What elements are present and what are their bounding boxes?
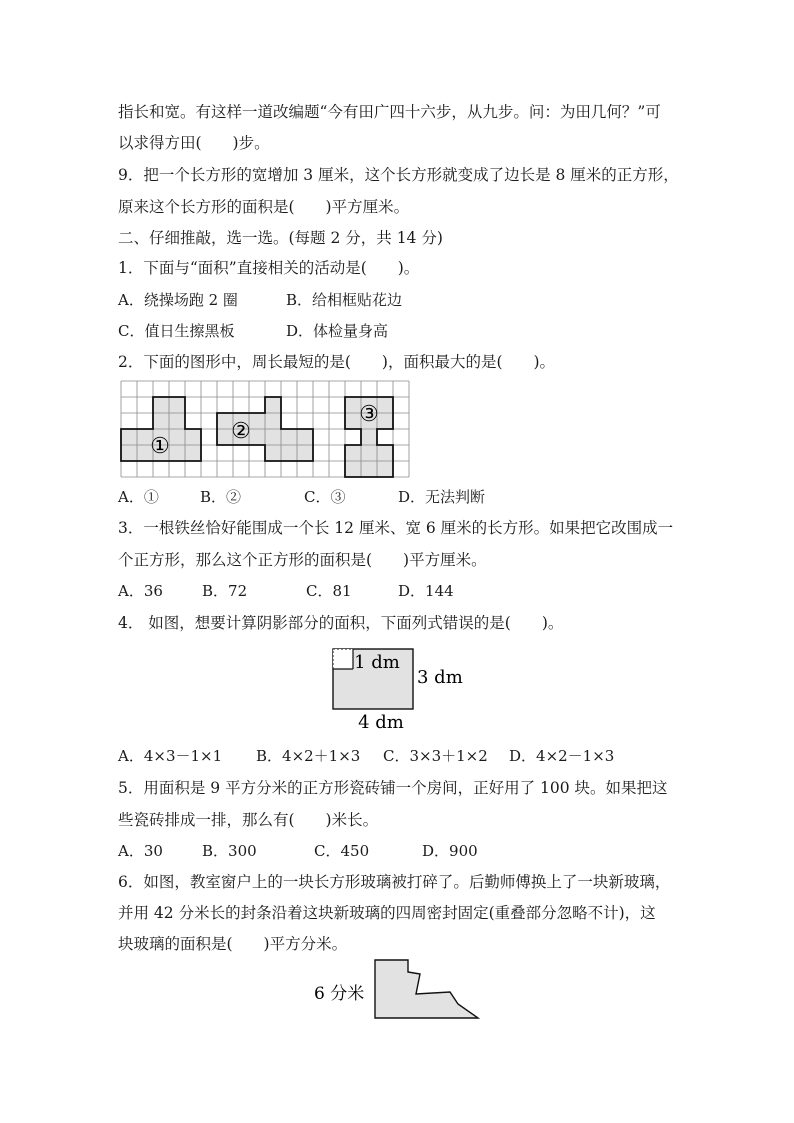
option-b: B．300 [202,842,257,860]
question-6-line-2: 并用 42 分米长的封条沿着这块新玻璃的四周密封固定(重叠部分忽略不计)，这 [118,904,656,922]
option-c: C．3×3＋1×2 [383,747,488,765]
option-d: D．体检量身高 [286,322,389,340]
shape-2-label: ② [231,419,251,444]
option-c: C．③ [304,488,346,506]
option-c: C．450 [314,842,370,860]
option-b: B．72 [202,582,248,600]
option-b: B．② [200,488,242,506]
section-heading: 二、仔细推敲，选一选。(每题 2 分，共 14 分) [118,229,443,247]
option-a: A．4×3－1×1 [118,747,223,765]
question-4: 4． 如图，想要计算阴影部分的面积，下面列式错误的是( )。 [118,614,564,632]
option-b: B．4×2＋1×3 [256,747,361,765]
option-a: A．① [118,488,159,506]
question-1: 1．下面与“面积”直接相关的活动是( )。 [118,259,420,277]
text-line: 以求得方田( )步。 [118,134,270,152]
question-2: 2．下面的图形中，周长最短的是( )，面积最大的是( )。 [118,353,556,371]
option-c: C．81 [306,582,352,600]
question-5-line-1: 5．用面积是 9 平方分米的正方形瓷砖铺一个房间，正好用了 100 块。如果把这 [118,779,668,797]
option-d: D．144 [398,582,454,600]
broken-glass-figure [310,958,485,1023]
question-3-line-2: 个正方形，那么这个正方形的面积是( )平方厘米。 [118,551,487,569]
question-6-line-3: 块玻璃的面积是( )平方分米。 [118,935,348,953]
question-9-line-1: 9．把一个长方形的宽增加 3 厘米，这个长方形就变成了边长是 8 厘米的正方形， [118,166,679,184]
question-9-line-2: 原来这个长方形的面积是( )平方厘米。 [118,198,410,216]
option-a: A．36 [118,582,163,600]
option-d: D．无法判断 [398,488,486,506]
option-d: D．900 [422,842,478,860]
text-line: 指长和宽。有这样一道改编题“今有田广四十六步，从九步。问：为田几何？”可 [118,103,661,121]
shape-3-label: ③ [359,402,379,427]
question-5-line-2: 些瓷砖排成一排，那么有( )米长。 [118,811,379,829]
shape-1-label: ① [150,434,170,459]
grid-shapes-figure [120,380,416,478]
bottom-length-label: 4 dm [358,712,404,733]
option-c: C．值日生擦黑板 [118,322,235,340]
inner-length-label: 1 dm [354,652,400,673]
side-length-label: 3 dm [417,667,463,688]
shaded-rectangle-figure [325,643,475,735]
option-a: A．30 [118,842,163,860]
question-6-line-1: 6．如图，教室窗户上的一块长方形玻璃被打碎了。后勤师傅换上了一块新玻璃， [118,873,671,891]
option-b: B．给相框贴花边 [286,291,403,309]
question-3-line-1: 3．一根铁丝恰好能围成一个长 12 厘米、宽 6 厘米的长方形。如果把它改围成一 [118,519,674,537]
height-label: 6 分米 [314,984,365,1004]
option-a: A．绕操场跑 2 圈 [118,291,238,309]
option-d: D．4×2－1×3 [509,747,615,765]
